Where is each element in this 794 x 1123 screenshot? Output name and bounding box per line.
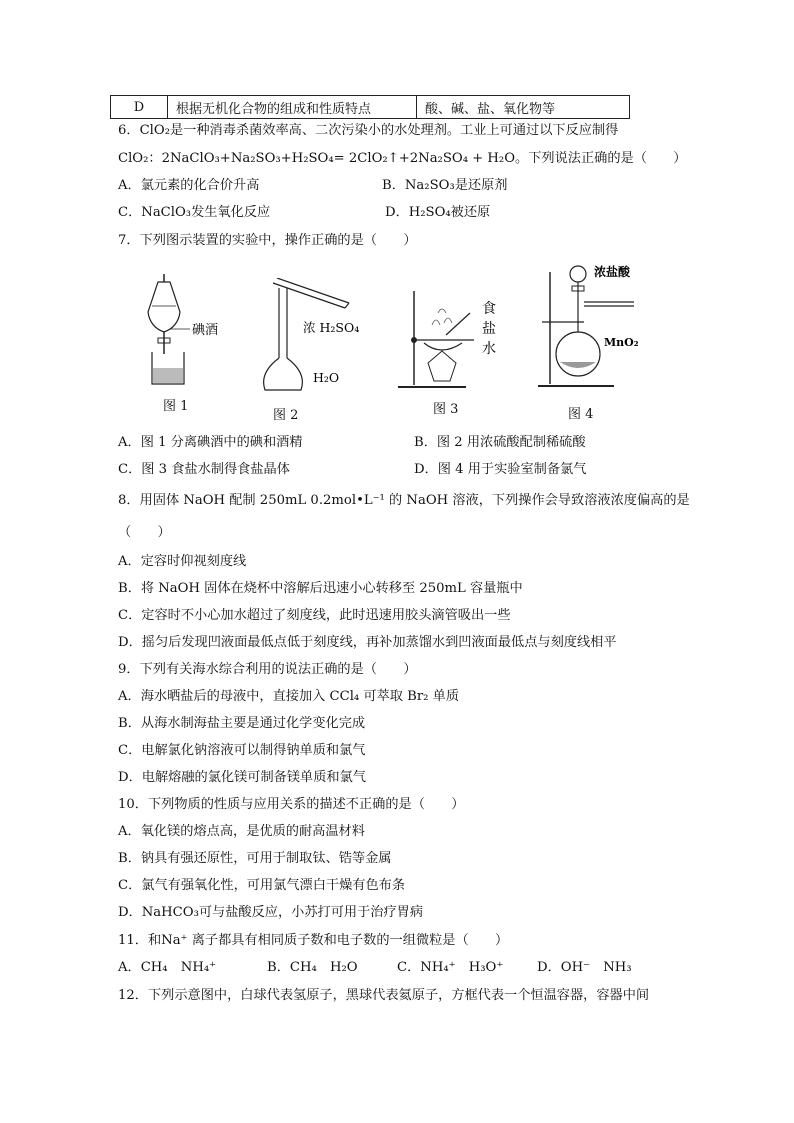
q10-option-d: D．NaHCO₃可与盐酸反应，小苏打可用于治疗胃病 bbox=[118, 905, 424, 920]
q11-stem: 11．和Na⁺ 离子都具有相同质子数和电子数的一组微粒是（ ） bbox=[118, 933, 509, 948]
q11-option-a: A．CH₄ NH₄⁺ bbox=[118, 960, 217, 975]
fig2-caption: 图 2 bbox=[273, 408, 299, 423]
fig3-caption: 图 3 bbox=[433, 402, 459, 417]
q8-option-a: A．定容时仰视刻度线 bbox=[118, 554, 247, 569]
fig3-label-char2: 盐 bbox=[482, 321, 496, 337]
fig3-label-char1: 食 bbox=[482, 301, 496, 317]
table-row bbox=[111, 96, 630, 119]
q8-option-c: C．定容时不小心加水超过了刻度线，此时迅速用胶头滴管吸出一些 bbox=[118, 608, 511, 623]
q7-option-a: A．图 1 分离碘酒中的碘和酒精 bbox=[118, 435, 303, 450]
fig1-label-iodine-tincture: 碘酒 bbox=[192, 323, 219, 338]
table-cell-examples: 酸、碱、盐、氧化物等 bbox=[417, 96, 630, 119]
q9-option-a: A．海水晒盐后的母液中，直接加入 CCl₄ 可萃取 Br₂ 单质 bbox=[118, 689, 460, 704]
q7-option-b: B．图 2 用浓硫酸配制稀硫酸 bbox=[414, 435, 586, 450]
fig3-label-char3: 水 bbox=[482, 341, 496, 357]
table-cell-basis: 根据无机化合物的组成和性质特点 bbox=[168, 96, 417, 119]
options-table bbox=[110, 95, 630, 119]
q10-stem: 10．下列物质的性质与应用关系的描述不正确的是（ ） bbox=[118, 797, 465, 812]
q6-option-a: A．氯元素的化合价升高 bbox=[118, 178, 260, 193]
fig4-label-mno2: MnO₂ bbox=[604, 336, 639, 349]
fig4-caption: 图 4 bbox=[568, 407, 594, 422]
q11-option-d: D．OH⁻ NH₃ bbox=[537, 960, 632, 975]
q9-option-d: D．电解熔融的氯化镁可制备镁单质和氯气 bbox=[118, 770, 366, 785]
figure2-volumetric-flask bbox=[255, 278, 375, 403]
q10-option-a: A．氧化镁的熔点高，是优质的耐高温材料 bbox=[118, 824, 365, 839]
q6-option-d: D．H₂SO₄被还原 bbox=[385, 205, 491, 220]
q12-stem: 12．下列示意图中，白球代表氢原子，黑球代表氦原子，方框代表一个恒温容器，容器中间 bbox=[118, 988, 650, 1003]
q11-option-b: B．CH₄ H₂O bbox=[267, 960, 358, 975]
q9-option-b: B．从海水制海盐主要是通过化学变化完成 bbox=[118, 716, 366, 731]
fig2-label-water: H₂O bbox=[313, 370, 340, 385]
figure4-chlorine-generator bbox=[534, 262, 674, 394]
q7-option-c: C．图 3 食盐水制得食盐晶体 bbox=[118, 462, 290, 477]
q6-option-c: C．NaClO₃发生氧化反应 bbox=[118, 205, 271, 220]
q7-option-d: D．图 4 用于实验室制备氯气 bbox=[414, 462, 587, 477]
q6-option-b: B．Na₂SO₃是还原剂 bbox=[382, 178, 508, 193]
q8-stem-line1: 8．用固体 NaOH 配制 250mL 0.2mol•L⁻¹ 的 NaOH 溶液，下列操作会导致溶液浓度偏高的是 bbox=[118, 493, 690, 508]
q8-option-b: B．将 NaOH 固体在烧杯中溶解后迅速小心转移至 250mL 容量瓶中 bbox=[118, 581, 523, 596]
q6-stem-line1: 6．ClO₂是一种消毒杀菌效率高、二次污染小的水处理剂。工业上可通过以下反应制得 bbox=[118, 123, 619, 138]
q9-stem: 9．下列有关海水综合利用的说法正确的是（ ） bbox=[118, 662, 417, 677]
figure3-evaporation-setup bbox=[396, 285, 506, 395]
fig2-label-conc-sulfuric: 浓 H₂SO₄ bbox=[303, 320, 360, 335]
fig4-label-conc-hcl: 浓盐酸 bbox=[594, 265, 631, 279]
q10-option-c: C．氯气有强氧化性，可用氯气漂白干燥有色布条 bbox=[118, 878, 406, 893]
q10-option-b: B．钠具有强还原性，可用于制取钛、锆等金属 bbox=[118, 851, 392, 866]
q8-option-d: D．摇匀后发现凹液面最低点低于刻度线，再补加蒸馏水到凹液面最低点与刻度线相平 bbox=[118, 635, 617, 650]
q9-option-c: C．电解氯化钠溶液可以制得钠单质和氯气 bbox=[118, 743, 366, 758]
q6-stem-line2: ClO₂：2NaClO₃+Na₂SO₃+H₂SO₄= 2ClO₂↑+2Na₂SO₄ + H₂O。下列说法正确的是（ ） bbox=[118, 151, 687, 166]
q11-option-c: C．NH₄⁺ H₃O⁺ bbox=[397, 960, 504, 975]
table-cell-label: D bbox=[111, 96, 168, 119]
fig1-caption: 图 1 bbox=[163, 399, 189, 414]
q7-stem: 7．下列图示装置的实验中，操作正确的是（ ） bbox=[118, 233, 417, 248]
figure1-separatory-funnel bbox=[140, 272, 240, 392]
q8-stem-line2: （ ） bbox=[118, 525, 171, 540]
